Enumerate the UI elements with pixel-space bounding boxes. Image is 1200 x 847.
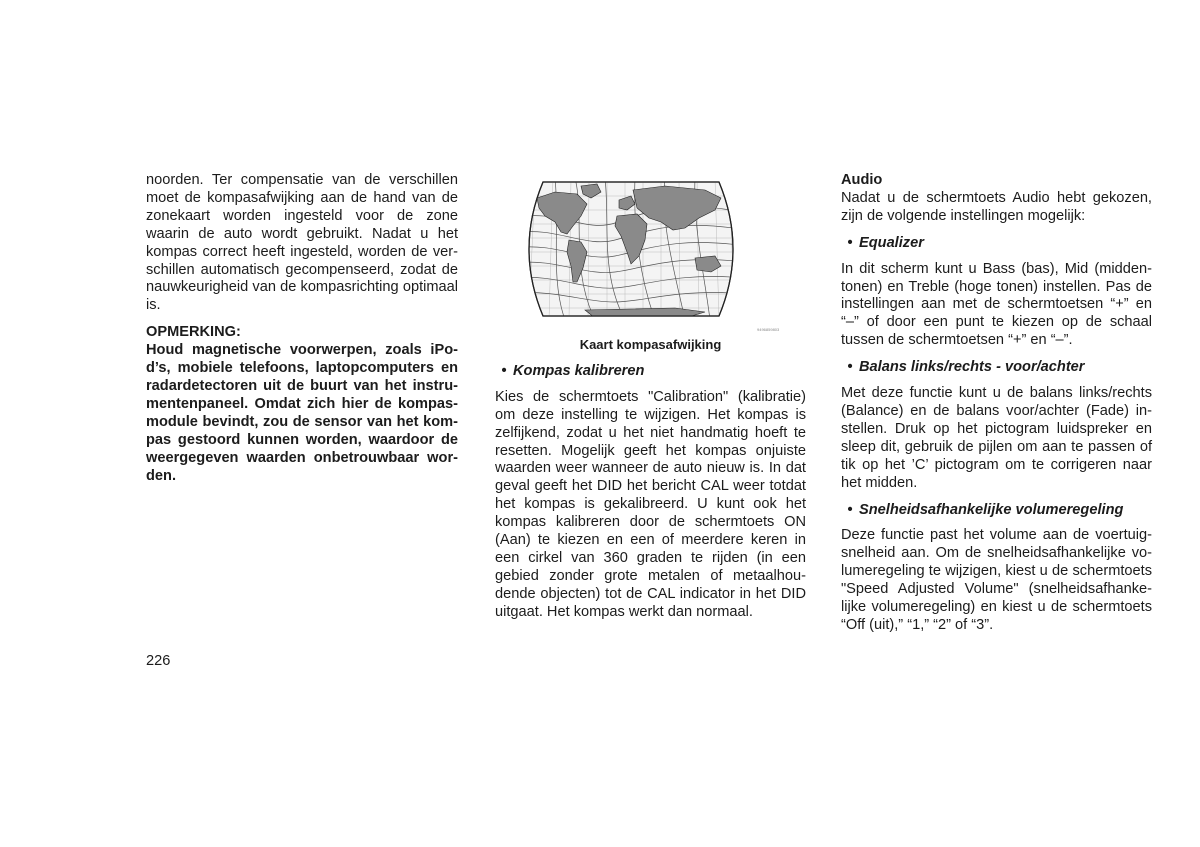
bullet-icon: • bbox=[501, 362, 507, 379]
figure-reference-code: 9496859803 bbox=[757, 327, 780, 332]
audio-heading: Audio bbox=[841, 172, 883, 188]
right-column bbox=[841, 172, 1152, 635]
note-heading: OPMERKING: bbox=[146, 324, 241, 341]
middle-column bbox=[495, 176, 806, 622]
note-body: Houd magnetische voorwerpen, zoals iPod’s, mobiele telefoons, laptopcomputers en radardetectoren uit de buurt van het instrumentenpaneel. Omdat zich hier de kompasmodule bevindt, zou de sensor van het kompas gestoord kunnen worden, waardoor de weergegeven waarden onbetrouwbaar worden. bbox=[146, 342, 458, 484]
audio-intro: Nadat u de schermtoets Audio hebt gekozen, zijn de volgende instellingen mogelijk: bbox=[841, 189, 1152, 224]
page-number: 226 bbox=[146, 653, 171, 669]
bullet-heading: Balans links/rechts - voor/achter bbox=[859, 359, 1085, 376]
bullet-compass-calibrate bbox=[495, 363, 806, 381]
speed-volume-paragraph: Deze functie past het volume aan de voertuigsnelheid aan. Om de snelheidsafhankelijke volumeregeling te wijzigen, kiest u de schermtoets "Speed Adjusted Volume" (snelheidsafhankelijke volumeregeling) en kiest u de schermtoets “Off (uit),” “1,” “2” of “3”. bbox=[841, 527, 1152, 633]
bullet-balance bbox=[841, 359, 1152, 377]
compass-variance-map-figure bbox=[495, 176, 806, 332]
bullet-heading: Snelheidsafhankelijke volumeregeling bbox=[859, 501, 1124, 518]
figure-caption: Kaart kompasafwijking bbox=[579, 337, 722, 352]
compass-zone-paragraph: noorden. Ter compensatie van de verschillen moet de kompasafwijking aan de hand van de zonekaart worden ingesteld voor de zone waarin de auto wordt gebruikt. Nadat u het kompas correct heeft ingesteld, worden de verschillen automatisch gecompenseerd, zodat de nauwkeurigheid van de kompasrichting optimaal is. bbox=[146, 172, 458, 314]
bullet-speed-volume bbox=[841, 502, 1152, 520]
bullet-icon: • bbox=[847, 501, 853, 518]
world-map-image bbox=[515, 178, 747, 320]
bullet-heading: Kompas kalibreren bbox=[513, 362, 645, 379]
bullet-icon: • bbox=[847, 234, 853, 251]
bullet-icon: • bbox=[847, 359, 853, 376]
equalizer-paragraph: In dit scherm kunt u Bass (bas), Mid (middentonen) en Treble (hoge tonen) instellen. Pas de instellingen aan met de schermtoetsen “+” en “–” of door een punt te kiezen op de schaal tussen de schermtoetsen “+” en “–”. bbox=[841, 260, 1152, 349]
left-column bbox=[146, 172, 458, 485]
bullet-equalizer bbox=[841, 235, 1152, 253]
calibration-paragraph: Kies de schermtoets "Calibration" (kalibratie) om deze instelling te wijzigen. Het kompas is zelfijkend, zodat u het niet handmatig hoeft te resetten. Mogelijk geeft het kompas onjuiste waarden weer wanneer de auto nieuw is. In dat geval geeft het DID het bericht CAL weer totdat het kompas is gekalibreerd. U kunt ook het kompas kalibreren door de schermtoets ON (Aan) te kiezen en een of meerdere keren in een cirkel van 360 graden te rijden (in een gebied zonder grote metalen of metaalhoudende objecten) tot de CAL indicator in het DID uitgaat. Het kompas werkt dan normaal. bbox=[495, 388, 806, 620]
balance-paragraph: Met deze functie kunt u de balans links/rechts (Balance) en de balans voor/achter (Fade) instellen. Druk op het pictogram luidspreker en sleep dit, gebruik de pijlen om aan te passen of tik op het ’C’ pictogram om te corrigeren naar het midden. bbox=[841, 385, 1152, 491]
bullet-heading: Equalizer bbox=[859, 234, 924, 251]
